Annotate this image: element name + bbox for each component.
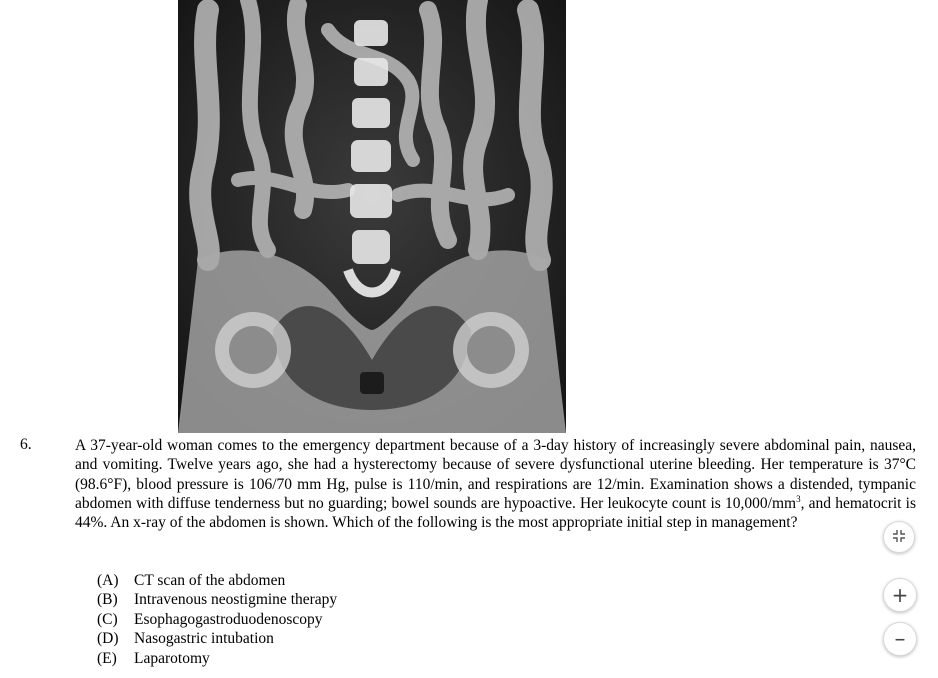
option-letter: (B) <box>97 591 118 609</box>
option-text: Laparotomy <box>134 649 210 667</box>
answer-option[interactable] <box>97 590 337 609</box>
answer-option[interactable] <box>97 571 337 590</box>
answer-option[interactable] <box>97 649 337 668</box>
option-text: Esophagogastroduodenoscopy <box>134 610 323 628</box>
option-letter: (D) <box>97 630 119 648</box>
stem-text-part2: , and hematocrit is 44%. An x-ray of the abdomen is shown. Which of the following is the most appropriate initial step in management? <box>75 494 916 532</box>
option-text: Nasogastric intubation <box>134 630 274 648</box>
question-number: 6. <box>20 436 32 453</box>
answer-option[interactable] <box>97 610 337 629</box>
stem-superscript: 3 <box>796 493 801 504</box>
question-stem <box>75 436 916 532</box>
option-text: Intravenous neostigmine therapy <box>134 591 338 609</box>
option-letter: (A) <box>97 572 119 589</box>
option-letter: (E) <box>97 649 117 667</box>
abdominal-xray-image <box>178 0 566 433</box>
option-letter: (C) <box>97 610 118 628</box>
answer-option[interactable] <box>97 629 337 648</box>
zoom-out-button[interactable] <box>883 622 917 656</box>
fit-to-screen-button[interactable] <box>883 521 915 553</box>
plus-icon: + <box>891 583 909 607</box>
fit-to-screen-icon <box>892 529 906 545</box>
zoom-in-button[interactable] <box>883 578 917 612</box>
minus-icon: – <box>894 626 906 652</box>
stem-text-part1: A 37-year-old woman comes to the emergency department because of a 3-day history of increasingly severe abdominal pain, nausea, and vomiting. Twelve years ago, she had a hysterectomy because of severe dysfunctional uterine bleeding. Her temperature is 37°C (98.6°F), blood pressure is 106/70 mm Hg, pulse is 110/min, and respirations are 12/min. Examination shows a distended, tympanic abdomen with diffuse tenderness but no guarding; bowel sounds are hypoactive. Her leukocyte count is 10,000/mm <box>75 437 916 512</box>
option-text: CT scan of the abdomen <box>134 572 286 589</box>
answer-options-list <box>97 571 337 668</box>
